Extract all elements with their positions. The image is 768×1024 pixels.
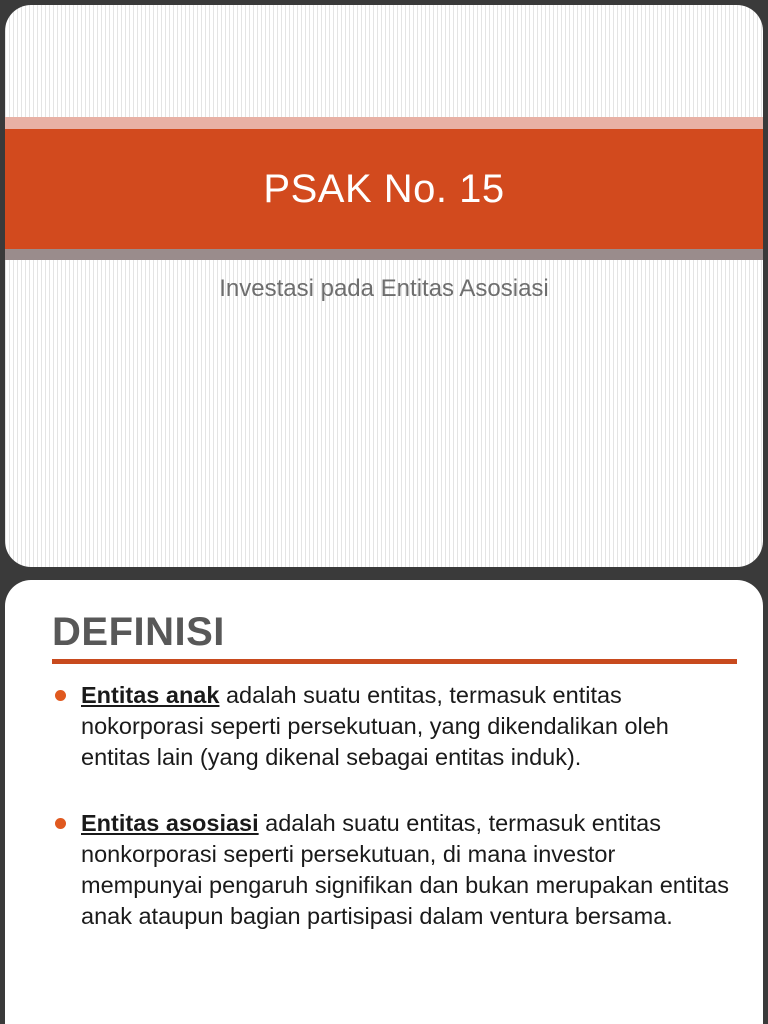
title-band-top-stripe (5, 117, 763, 129)
slide-subtitle: Investasi pada Entitas Asosiasi (219, 275, 549, 302)
definition-slide (5, 580, 763, 1024)
bullet-dot-icon (55, 818, 66, 829)
title-band (5, 129, 763, 249)
definition-text: adalah suatu entitas, termasuk entitas nonkorporasi seperti persekutuan, di mana investor mempunyai pengaruh signifikan dan bukan merupakan entitas anak ataupun bagian partisipasi dalam ventura bersama. (81, 810, 729, 929)
heading-divider (52, 659, 737, 664)
slide-heading: DEFINISI (52, 610, 225, 654)
definition-term: Entitas anak (81, 682, 220, 708)
definition-text: adalah suatu entitas, termasuk entitas nokorporasi seperti persekutuan, yang dikendalikan oleh entitas lain (yang dikenal sebagai entitas induk). (81, 682, 669, 770)
title-slide (5, 5, 763, 567)
slide-title: PSAK No. 15 (263, 166, 505, 211)
bullet-dot-icon (55, 690, 66, 701)
list-item (52, 680, 732, 773)
definition-term: Entitas asosiasi (81, 810, 259, 836)
title-band-bottom-stripe (5, 249, 763, 260)
definition-list (52, 680, 732, 967)
list-item (52, 808, 732, 932)
